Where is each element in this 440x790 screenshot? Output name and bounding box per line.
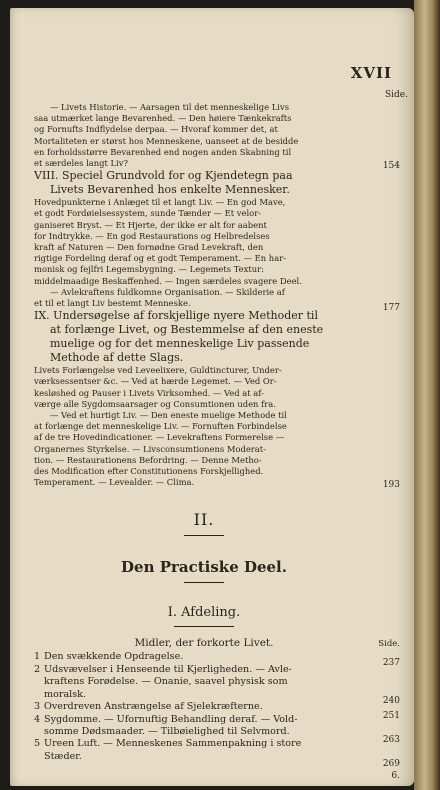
text-line: et særdeles langt Liv? [34, 158, 128, 169]
list-item [34, 696, 400, 713]
entry-number: 4 [34, 713, 41, 725]
text-line: Organernes Styrkelse. — Livsconsumtionens Moderat- [34, 443, 266, 454]
text-line: ganiseret Bryst. — Et Hjerte, der ikke er alt for aabent [34, 219, 267, 230]
text-line: — Avlekraftens fuldkomne Organisation. — Skilderie af [50, 286, 285, 297]
text-line: tion. — Restaurationens Befordring. — Denne Metho- [34, 454, 262, 465]
side-label: Side. [378, 639, 400, 650]
page-number: 154 [382, 161, 400, 172]
entry-text: moralsk. [44, 688, 87, 700]
entry-number: 5 [34, 738, 41, 750]
page-number: 269 [382, 759, 400, 770]
section-heading: Livets Bevarenhed hos enkelte Mennesker. [50, 183, 290, 197]
text-line: saa utmærket lange Bevarenhed. — Den høiere Tænkekrafts [34, 113, 292, 124]
text-line: for Indtrykke. — En god Restaurations og Helbredelses [34, 230, 270, 241]
entry-number: 3 [34, 701, 41, 713]
text-line: at forlænge det menneskelige Liv. — Fornuften Forbindelse [34, 421, 287, 432]
text-line: middelmaadige Beskaffenhed. — Ingen særdeles svagere Deel. [34, 275, 302, 286]
entry-text: somme Dødsmaader. — Tilbøielighed til Selvmord. [44, 725, 290, 737]
part-title: Den Practiske Deel. [121, 558, 287, 577]
entry-number: 1 [34, 651, 41, 663]
text-line: værksessentser &c. — Ved at hærde Legemet. — Ved Or- [34, 376, 277, 387]
section-heading: VIII. Speciel Grundvold for og Kjendetegn paa [34, 169, 293, 183]
entry-text: Stæder. [44, 750, 82, 762]
section-ix [34, 309, 400, 491]
text-line: des Modification efter Constitutionens Forskjellighed. [34, 466, 264, 477]
entry-text: Den svækkende Opdragelse. [44, 651, 184, 663]
page-number: 237 [382, 658, 400, 669]
page-number: 263 [382, 735, 400, 746]
page-number: 240 [382, 696, 400, 707]
text-line: — Livets Historie. — Aarsagen til det menneskelige Livs [50, 102, 289, 112]
text-line: monisk og fejlfri Legemsbygning. — Legemets Textur: [34, 264, 264, 275]
top-block [34, 102, 400, 172]
text-line: rigtige Fordeling deraf og et godt Temperament. — En har- [34, 253, 287, 264]
list-item [34, 735, 400, 763]
text-line: et til et langt Liv bestemt Menneske. [34, 298, 191, 309]
entry-text: Sygdomme. — Ufornuftig Behandling deraf. — Vold- [44, 713, 298, 725]
divider [174, 626, 234, 627]
text-line: kesløshed og Pauser i Livets Virksomhed. — Ved at af- [34, 387, 264, 398]
page-number: 6. [391, 771, 400, 782]
side-label: Side. [385, 90, 408, 100]
text-line: — Ved et hurtigt Liv. — Den eneste muelige Methode til [50, 410, 287, 421]
section-heading: muelige og for det menneskelige Liv passende [50, 337, 310, 351]
divider [184, 535, 224, 536]
book-spine [414, 0, 440, 790]
text-line: Hovedpunkterne i Anlæget til et langt Liv. — En god Mave, [34, 197, 286, 208]
entry-text: Overdreven Anstrængelse af Sjelekræfterne. [44, 701, 263, 713]
entry-text: Udsvævelser i Henseende til Kjerligheden. — Avle- [44, 663, 292, 675]
text-line: Mortaliteten er størst hos Menneskene, uanseet at de besidde [34, 135, 299, 146]
section-heading: at forlænge Livet, og Bestemmelse af den eneste [50, 323, 324, 337]
book-page [10, 8, 414, 786]
text-line: af de tre Hovedindicationer. — Levekraftens Formerelse — [34, 432, 285, 443]
entry-number: 2 [34, 663, 41, 675]
section-heading: Methode af dette Slags. [50, 351, 184, 365]
table-of-contents [34, 102, 400, 786]
page-marker: XVII [350, 64, 392, 82]
list-item [34, 710, 400, 739]
text-line: værge alle Sygdomsaarsager og Consumtionen uden fra. [34, 398, 276, 409]
section-viii [34, 169, 400, 314]
divider [184, 582, 224, 583]
subsection-title-text: Midler, der forkorte Livet. [134, 637, 274, 650]
part-roman-numeral: II. [193, 510, 215, 530]
list-item [34, 664, 374, 701]
text-line: Temperament. — Levealder. — Clima. [34, 477, 195, 488]
page-number: 177 [382, 303, 400, 314]
subsection-title [34, 637, 400, 650]
entry-list [34, 651, 400, 786]
entry-text: Ureen Luft. — Menneskenes Sammenpakning i store [44, 738, 302, 750]
text-line: kraft af Naturen — Den fornødne Grad Levekraft, den [34, 242, 264, 253]
text-line: og Fornufts Indflydelse derpaa. — Hvoraf kommer det, at [34, 124, 278, 135]
page-number: 193 [382, 480, 400, 491]
section-title: I. Afdeling. [167, 605, 241, 621]
text-line: Livets Forlængelse ved Leveelixere, Guldtincturer, Under- [34, 365, 282, 376]
text-line: en forholdsstørre Bevarenhed end nogen anden Skabning til [34, 146, 292, 157]
section-heading: IX. Undersøgelse af forskjellige nyere Methoder til [34, 309, 318, 323]
page-number: 251 [382, 710, 400, 721]
entry-text: kraftens Forødelse. — Onanie, saavel physisk som [44, 676, 288, 688]
text-line: et godt Fordøielsessystem, sunde Tænder — Et velor- [34, 208, 262, 219]
footer-pages [34, 759, 400, 786]
